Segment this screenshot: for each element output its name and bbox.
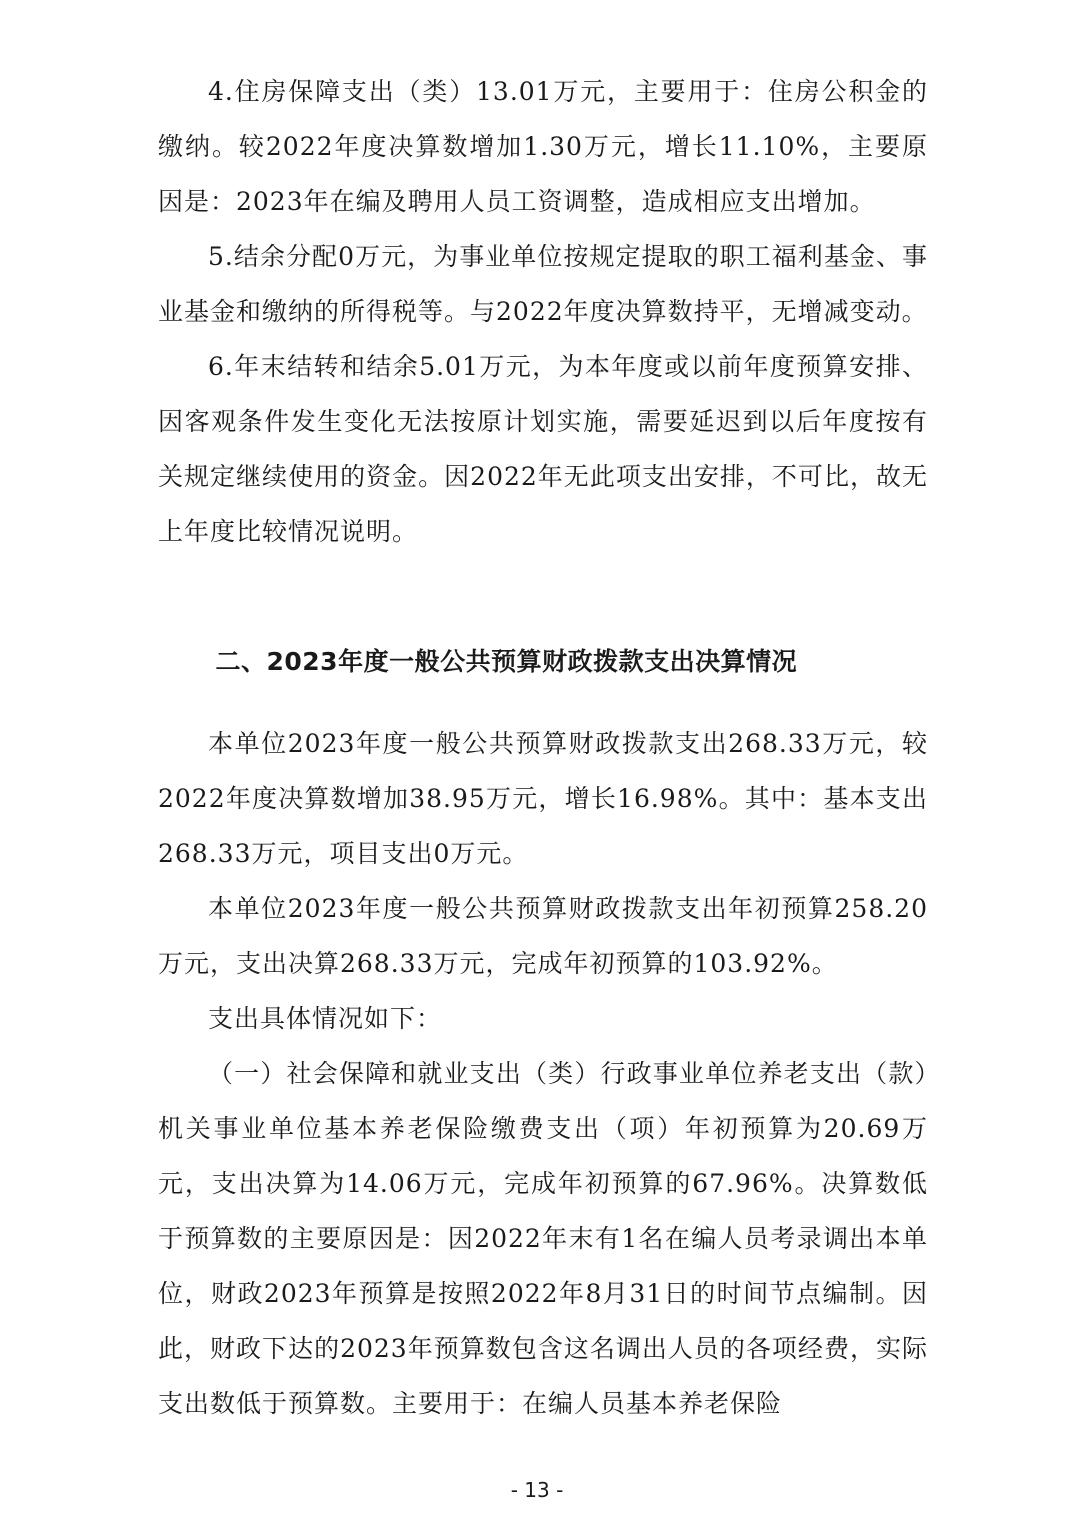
paragraph-surplus-distribution: 5.结余分配0万元，为事业单位按规定提取的职工福利基金、事业基金和缴纳的所得税等。与2022年度决算数持平，无增减变动。 <box>158 242 928 326</box>
paragraph-budget-completion: 本单位2023年度一般公共预算财政拨款支出年初预算258.20万元，支出决算268.33万元，完成年初预算的103.92%。 <box>158 894 928 978</box>
paragraph-year-end-carryover: 6.年末结转和结余5.01万元，为本年度或以前年度预算安排、因客观条件发生变化无法按原计划实施，需要延迟到以后年度按有关规定继续使用的资金。因2022年无此项支出安排，不可比，故无上年度比较情况说明。 <box>158 352 928 546</box>
page-number: - 13 - <box>510 1478 564 1502</box>
section-one-continued <box>158 64 928 559</box>
section-two-heading: 二、2023年度一般公共预算财政拨款支出决算情况 <box>215 647 798 676</box>
paragraph-social-security-expense: （一）社会保障和就业支出（类）行政事业单位养老支出（款）机关事业单位基本养老保险缴费支出（项）年初预算为20.69万元，支出决算为14.06万元，完成年初预算的67.96%。决算数低于预算数的主要原因是：因2022年末有1名在编人员考录调出本单位，财政2023年预算是按照2022年8月31日的时间节点编制。因此，财政下达的2023年预算数包含这名调出人员的各项经费，实际支出数低于预算数。主要用于：在编人员基本养老保险 <box>158 1059 928 1418</box>
paragraph-housing-expense: 4.住房保障支出（类）13.01万元，主要用于：住房公积金的缴纳。较2022年度决算数增加1.30万元，增长11.10%，主要原因是：2023年在编及聘用人员工资调整，造成相应支出增加。 <box>158 77 928 216</box>
paragraph-details-intro: 支出具体情况如下： <box>208 1004 443 1033</box>
section-two-body <box>158 716 928 1431</box>
paragraph-total-expenditure: 本单位2023年度一般公共预算财政拨款支出268.33万元，较2022年度决算数增加38.95万元，增长16.98%。其中：基本支出268.33万元，项目支出0万元。 <box>158 729 928 868</box>
